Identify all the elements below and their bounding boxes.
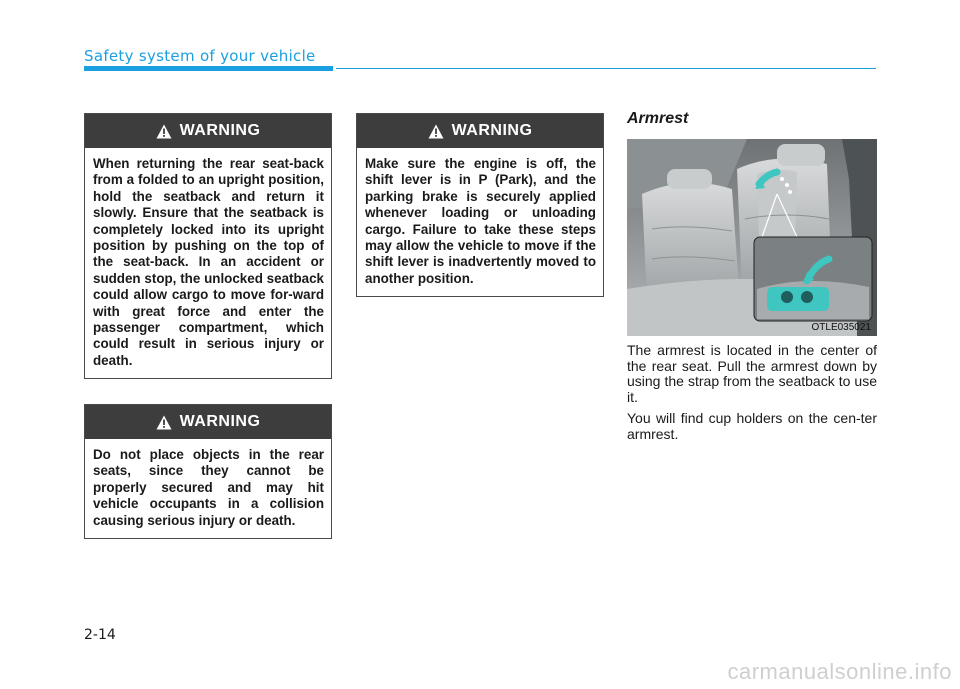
header-accent-bar <box>84 66 333 71</box>
warning-heading: WARNING <box>451 122 533 139</box>
armrest-title: Armrest <box>627 110 689 127</box>
header-rule <box>336 68 876 69</box>
warning-text: Do not place objects in the rear seats, since they cannot be properly secured and may hit vehicle occupants in a collision causing serious injury or death. <box>93 447 324 528</box>
page-number: 2-14 <box>84 627 116 643</box>
figure-code: OTLE035021 <box>811 322 871 333</box>
warning-box-seatback <box>84 113 332 379</box>
section-header-title: Safety system of your vehicle <box>84 47 316 65</box>
armrest-paragraph-1: The armrest is located in the center of the rear seat. Pull the armrest down by using the strap from the seatback to use it. <box>627 342 877 405</box>
warning-triangle-icon <box>428 124 444 139</box>
warning-box-engine-off <box>356 113 604 297</box>
watermark-text: carmanualsonline.info <box>727 659 952 684</box>
warning-text: When returning the rear seat-back from a folded to an upright position, hold the seatback and return it slowly. Ensure that the seatback is completely locked into its upright position by pushing on the top of the seat-back. In an accident or sudden stop, the unlocked seatback could allow cargo to move for-ward with great force and enter the passenger compartment, which could result in serious injury or death. <box>93 156 324 368</box>
warning-box-rear-seat-objects <box>84 404 332 539</box>
warning-header <box>357 114 603 148</box>
warning-header <box>85 405 331 439</box>
warning-heading: WARNING <box>179 413 261 430</box>
warning-text: Make sure the engine is off, the shift lever is in P (Park), and the parking brake is securely applied whenever loading or unloading cargo. Failure to take these steps may allow the vehicle to move if the shift lever is inadvertently moved to another position. <box>365 156 596 286</box>
armrest-paragraph-2: You will find cup holders on the cen-ter armrest. <box>627 410 877 442</box>
warning-triangle-icon <box>156 124 172 139</box>
warning-heading: WARNING <box>179 122 261 139</box>
rear-seat-illustration <box>627 139 877 336</box>
armrest-figure <box>627 139 877 336</box>
warning-triangle-icon <box>156 415 172 430</box>
warning-header <box>85 114 331 148</box>
